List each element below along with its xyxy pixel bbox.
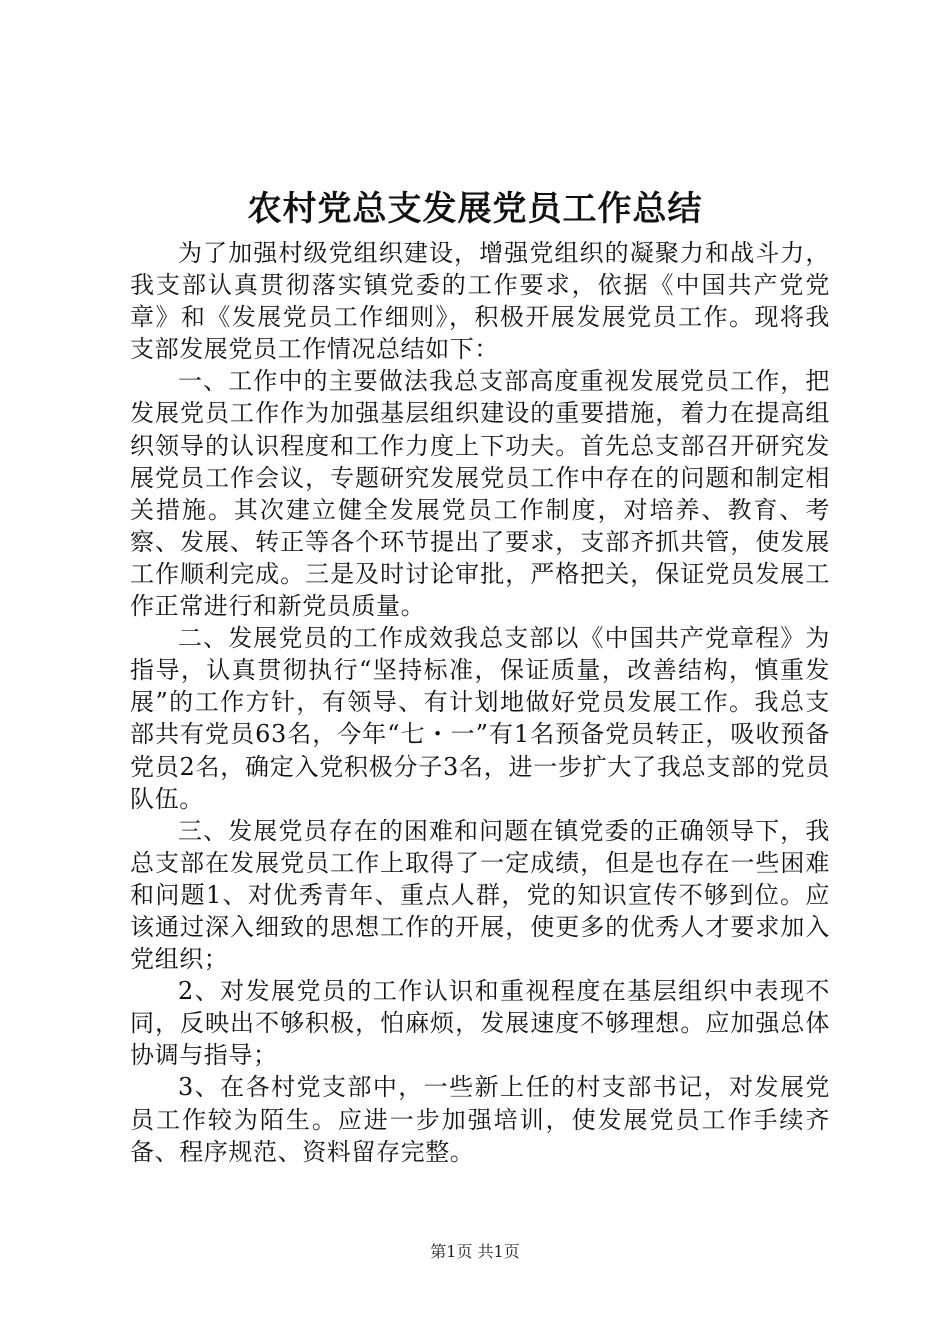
paragraph-item-two: 2、对发展党员的工作认识和重视程度在基层组织中表现不同，反映出不够积极，怕麻烦，发展速度不够理想。应加强总体协调与指导； — [130, 977, 830, 1070]
paragraph-intro: 为了加强村级党组织建设，增强党组织的凝聚力和战斗力，我支部认真贯彻落实镇党委的工作要求，依据《中国共产党党章》和《发展党员工作细则》，积极开展发展党员工作。现将我支部发展党员工作情况总结如下： — [130, 239, 830, 364]
document-title: 农村党总支发展党员工作总结 — [247, 189, 703, 229]
paragraph-section-three: 三、发展党员存在的困难和问题在镇党委的正确领导下，我总支部在发展党员工作上取得了一定成绩，但是也存在一些困难和问题1、对优秀青年、重点人群，党的知识宣传不够到位。应该通过深入细致的思想工作的开展，使更多的优秀人才要求加入党组织； — [130, 816, 830, 974]
paragraph-section-two: 二、发展党员的工作成效我总支部以《中国共产党章程》为指导，认真贯彻执行“坚持标准，保证质量，改善结构，慎重发展”的工作方针，有领导、有计划地做好党员发展工作。我总支部共有党员63名，今年“七・一”有1名预备党员转正，吸收预备党员2名，确定入党积极分子3名，进一步扩大了我总支部的党员队伍。 — [130, 624, 830, 813]
page-footer: 第1页 共1页 — [430, 1242, 520, 1261]
paragraph-item-three: 3、在各村党支部中，一些新上任的村支部书记，对发展党员工作较为陌生。应进一步加强培训，使发展党员工作手续齐备、程序规范、资料留存完整。 — [130, 1073, 830, 1166]
paragraph-section-one: 一、工作中的主要做法我总支部高度重视发展党员工作，把发展党员工作作为加强基层组织建设的重要措施，着力在提高组织领导的认识程度和工作力度上下功夫。首先总支部召开研究发展党员工作会议，专题研究发展党员工作中存在的问题和制定相关措施。其次建立健全发展党员工作制度，对培养、教育、考察、发展、转正等各个环节提出了要求，支部齐抓共管，使发展工作顺利完成。三是及时讨论审批，严格把关，保证党员发展工作正常进行和新党员质量。 — [130, 367, 830, 621]
document-body — [130, 237, 830, 1168]
